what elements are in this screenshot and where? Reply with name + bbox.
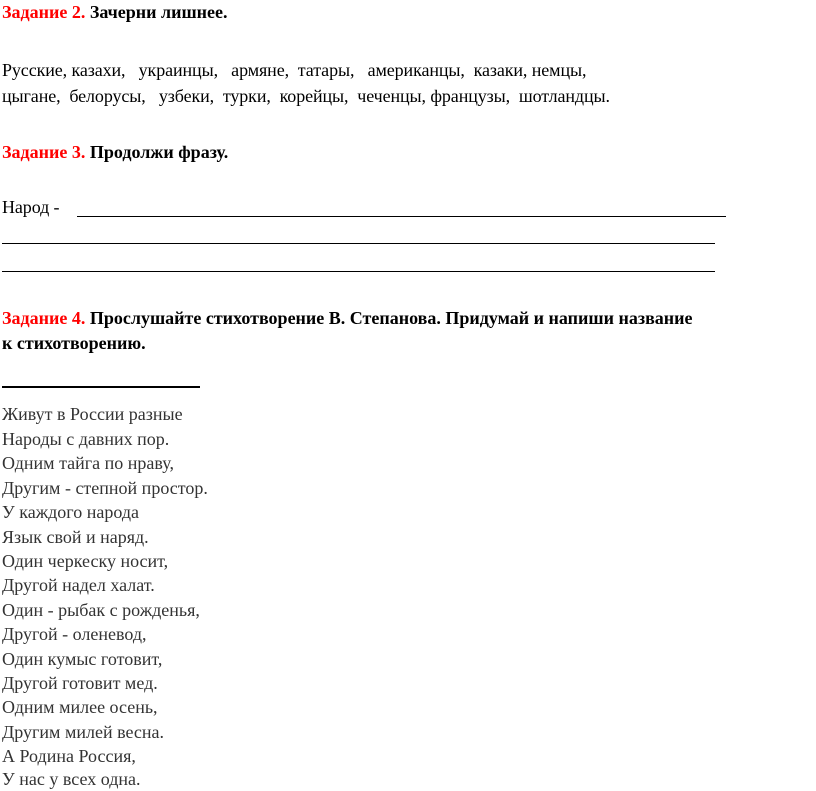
task-2-word-list-line-2: цыгане, белорусы, узбеки, турки, корейцы, чеченцы, французы, шотландцы. bbox=[2, 86, 610, 106]
answer-line-2[interactable] bbox=[2, 243, 715, 244]
poem-line: Другим милей весна. bbox=[2, 722, 165, 742]
poem-line: У каждого народа bbox=[2, 502, 139, 522]
poem-line: Язык свой и наряд. bbox=[2, 527, 149, 547]
task-4-heading-line-2: к стихотворению. bbox=[2, 333, 146, 353]
task-2-heading bbox=[2, 2, 228, 23]
poem-line: Другой готовит мед. bbox=[2, 673, 158, 693]
task-4-number: Задание 4. bbox=[2, 308, 86, 328]
poem-line: Одним тайга по нраву, bbox=[2, 453, 174, 473]
task-4-heading-line-1 bbox=[2, 308, 693, 329]
poem-line: А Родина Россия, bbox=[2, 746, 136, 766]
task-3-prompt: Народ - bbox=[2, 197, 64, 217]
poem-line: Один - рыбак с рожденья, bbox=[2, 600, 200, 620]
task-3-title: Продолжи фразу. bbox=[89, 142, 229, 162]
answer-line-3[interactable] bbox=[2, 271, 715, 272]
poem-line: Живут в России разные bbox=[2, 404, 183, 424]
task-2-word-list-line-1: Русские, казахи, украинцы, армяне, татары, американцы, казаки, немцы, bbox=[2, 60, 587, 80]
task-2-number: Задание 2. bbox=[2, 2, 86, 22]
poem-line: Другим - степной простор. bbox=[2, 478, 208, 498]
answer-line-1[interactable] bbox=[77, 216, 726, 217]
poem-line: Одним милее осень, bbox=[2, 697, 158, 717]
task-3-heading bbox=[2, 142, 228, 163]
task-2-title: Зачерни лишнее. bbox=[89, 2, 228, 22]
poem-line: Другой - оленевод, bbox=[2, 624, 147, 644]
task-4-title: Прослушайте стихотворение В. Степанова. Придумай и напиши название bbox=[89, 308, 693, 328]
poem-line: Другой надел халат. bbox=[2, 575, 155, 595]
task-3-number: Задание 3. bbox=[2, 142, 86, 162]
poem-line: Один кумыс готовит, bbox=[2, 649, 163, 669]
poem-line: Один черкеску носит, bbox=[2, 551, 169, 571]
poem-line: Народы с давних пор. bbox=[2, 429, 170, 449]
poem-title-answer-line[interactable] bbox=[2, 386, 200, 388]
poem-line: У нас у всех одна. bbox=[2, 769, 141, 789]
